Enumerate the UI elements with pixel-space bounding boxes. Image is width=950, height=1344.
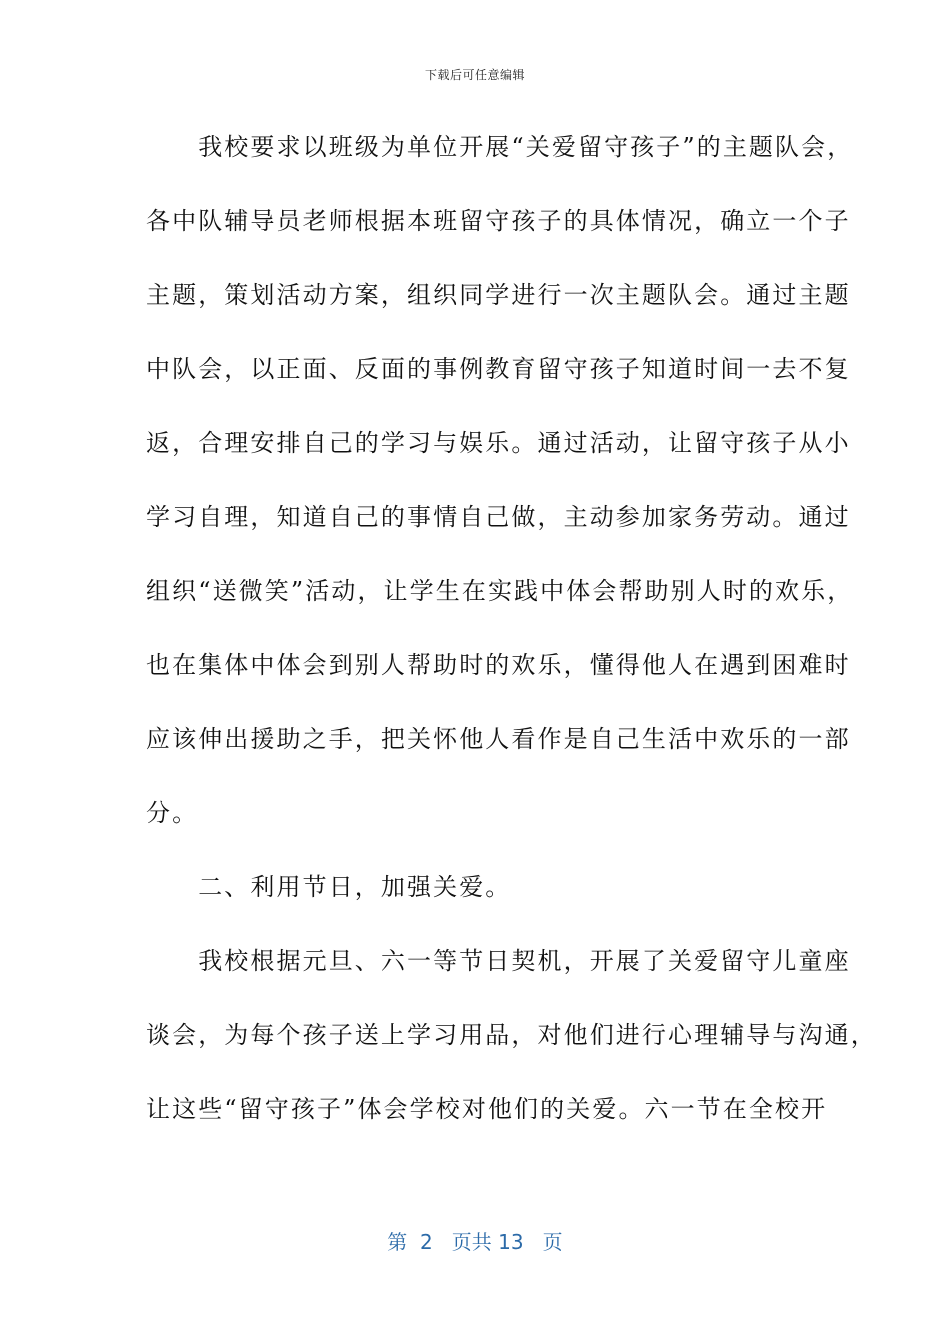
text-line: 谈会，为每个孩子送上学习用品，对他们进行心理辅导与沟通， <box>146 1021 877 1049</box>
text-line: 分。 <box>146 799 199 827</box>
text-line: 学习自理，知道自己的事情自己做，主动参加家务劳动。通过 <box>146 503 851 531</box>
section-heading: 二、利用节日，加强关爱。 <box>146 873 512 901</box>
text-line: 应该伸出援助之手，把关怀他人看作是自己生活中欢乐的一部 <box>146 725 851 753</box>
text-line: 组织“送微笑”活动，让学生在实践中体会帮助别人时的欢乐， <box>146 577 854 605</box>
page-header: 下载后可任意编辑 <box>424 68 525 82</box>
text-line: 主题，策划活动方案，组织同学进行一次主题队会。通过主题 <box>146 281 851 309</box>
text-line: 我校要求以班级为单位开展“关爱留守孩子”的主题队会， <box>146 133 854 161</box>
text-line: 我校根据元旦、六一等节日契机，开展了关爱留守儿童座 <box>146 947 851 975</box>
document-body <box>146 128 877 1164</box>
page-footer: 第 2 页共 13 页 <box>387 1230 563 1254</box>
text-line: 让这些“留守孩子”体会学校对他们的关爱。六一节在全校开 <box>146 1095 828 1123</box>
text-line: 也在集体中体会到别人帮助时的欢乐，懂得他人在遇到困难时 <box>146 651 851 679</box>
text-line: 各中队辅导员老师根据本班留守孩子的具体情况，确立一个子 <box>146 207 851 235</box>
text-line: 中队会，以正面、反面的事例教育留守孩子知道时间一去不复 <box>146 355 851 383</box>
text-line: 返，合理安排自己的学习与娱乐。通过活动，让留守孩子从小 <box>146 429 851 457</box>
